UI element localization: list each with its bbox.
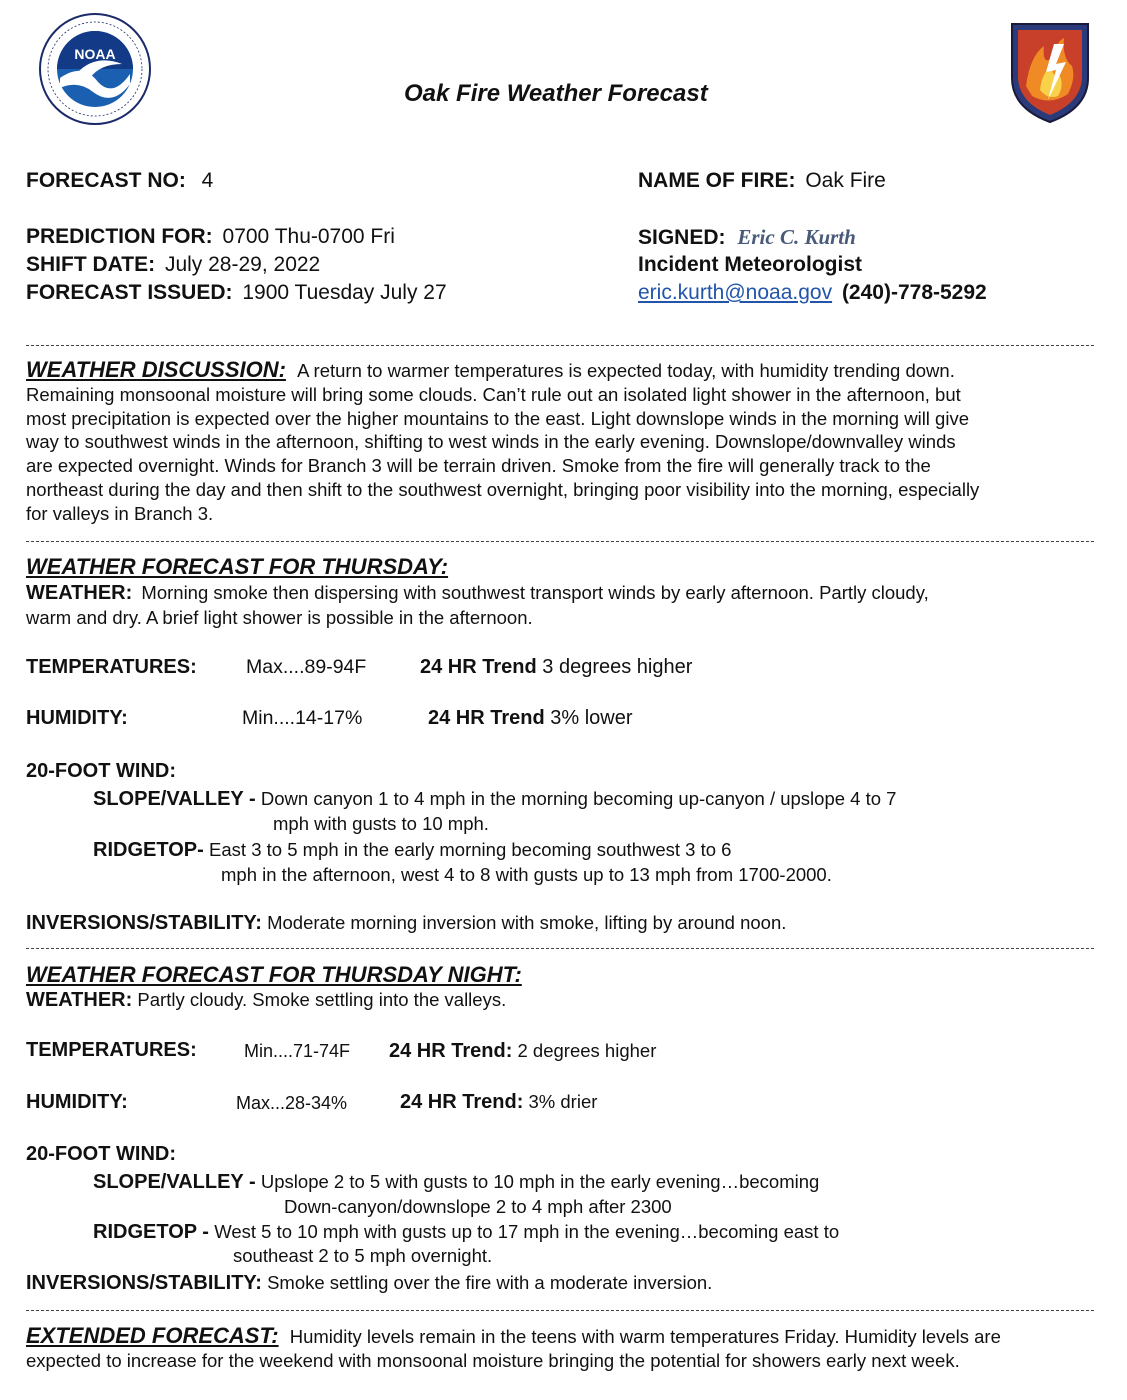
humidity-label: HUMIDITY: xyxy=(26,1091,128,1113)
prediction-for-value: 0700 Thu-0700 Fri xyxy=(222,225,395,248)
name-of-fire-row xyxy=(638,169,886,193)
trend-label: 24 HR Trend xyxy=(420,656,537,678)
trend-label: 24 HR Trend xyxy=(428,707,545,729)
ridgetop-label: RIDGETOP- xyxy=(93,839,204,861)
name-of-fire-value: Oak Fire xyxy=(805,169,886,192)
humidity-trend xyxy=(400,1091,597,1114)
ridgetop-row xyxy=(93,1219,839,1245)
slope-valley-row xyxy=(93,1169,819,1195)
slope-valley-text: Upslope 2 to 5 with gusts to 10 mph in the early evening…becoming xyxy=(260,1171,820,1192)
extended-forecast xyxy=(26,1324,1098,1373)
signed-label: SIGNED: xyxy=(638,226,726,249)
thursday-night-heading: WEATHER FORECAST FOR THURSDAY NIGHT: xyxy=(26,962,522,987)
phone-number: (240)-778-5292 xyxy=(841,281,987,304)
prediction-for-label: PREDICTION FOR: xyxy=(26,225,213,248)
trend-value: 3 degrees higher xyxy=(542,656,693,678)
temperatures-value: Max....89-94F xyxy=(246,656,367,678)
ridgetop-text: southeast 2 to 5 mph overnight. xyxy=(233,1245,493,1266)
contact-row xyxy=(638,281,987,305)
discussion-line: most precipitation is expected over the higher mountains to the east. Light downslope winds in the morning will give xyxy=(26,407,969,429)
shift-date-row xyxy=(26,253,320,277)
noaa-logo xyxy=(38,12,152,126)
forecast-no-label: FORECAST NO: xyxy=(26,169,186,192)
forecast-issued-value: 1900 Tuesday July 27 xyxy=(242,281,447,304)
slope-valley-text: mph with gusts to 10 mph. xyxy=(273,813,489,834)
humidity-value: Max...28-34% xyxy=(236,1093,348,1113)
divider xyxy=(26,948,1094,949)
discussion-line: northeast during the day and then shift to the southwest overnight, bringing poor visibility into the morning, especially xyxy=(26,478,980,500)
trend-label: 24 HR Trend: xyxy=(400,1091,524,1113)
temperatures-value: Min....71-74F xyxy=(244,1041,351,1061)
trend-value: 2 degrees higher xyxy=(517,1040,657,1061)
shift-date-value: July 28-29, 2022 xyxy=(164,253,321,276)
extended-text: expected to increase for the weekend with monsoonal moisture bringing the potential for showers early next week. xyxy=(26,1349,960,1371)
night-weather-row xyxy=(26,989,506,1012)
trend-value: 3% drier xyxy=(528,1091,598,1112)
divider xyxy=(26,1310,1094,1311)
ridgetop-label: RIDGETOP - xyxy=(93,1221,209,1243)
extended-text: Humidity levels remain in the teens with warm temperatures Friday. Humidity levels are xyxy=(289,1326,1001,1347)
noaa-logo-text: NOAA xyxy=(74,46,116,62)
weather-discussion xyxy=(26,358,1098,526)
humidity-label: HUMIDITY: xyxy=(26,707,128,729)
signed-row xyxy=(638,225,856,250)
inversions-text: Smoke settling over the fire with a moderate inversion. xyxy=(267,1272,713,1293)
temperatures-label: TEMPERATURES: xyxy=(26,656,197,678)
discussion-line: Remaining monsoonal moisture will bring some clouds. Can’t rule out an isolated light shower in the afternoon, but xyxy=(26,383,961,405)
forecast-no-row xyxy=(26,169,213,193)
temperature-trend xyxy=(389,1040,656,1063)
fire-weather-emblem-icon xyxy=(1006,16,1094,126)
forecast-no-value: 4 xyxy=(201,169,214,192)
wind-label: 20-FOOT WIND: xyxy=(26,760,176,782)
trend-label: 24 HR Trend: xyxy=(389,1040,513,1062)
ridgetop-text: mph in the afternoon, west 4 to 8 with gusts up to 13 mph from 1700-2000. xyxy=(221,864,832,885)
humidity-value: Min....14-17% xyxy=(242,707,363,729)
weather-text: Partly cloudy. Smoke settling into the valleys. xyxy=(137,989,507,1010)
ridgetop-row xyxy=(93,837,731,863)
prediction-for-row xyxy=(26,225,395,249)
slope-valley-text: Down-canyon/downslope 2 to 4 mph after 2300 xyxy=(284,1196,672,1217)
meteorologist-role: Incident Meteorologist xyxy=(638,253,863,276)
discussion-line: are expected overnight. Winds for Branch 3 will be terrain driven. Smoke from the fire will generally track to the xyxy=(26,455,931,477)
inversions-label: INVERSIONS/STABILITY: xyxy=(26,912,262,934)
slope-valley-row xyxy=(93,786,896,812)
signature: Eric C. Kurth xyxy=(737,225,856,249)
inversions-label: INVERSIONS/STABILITY: xyxy=(26,1272,262,1294)
thursday-heading: WEATHER FORECAST FOR THURSDAY: xyxy=(26,554,449,579)
discussion-line xyxy=(26,358,1098,383)
wind-label: 20-FOOT WIND: xyxy=(26,1143,176,1165)
extended-forecast-label: EXTENDED FORECAST: xyxy=(26,1323,279,1348)
ridgetop-text: West 5 to 10 mph with gusts up to 17 mph in the evening…becoming east to xyxy=(214,1221,840,1242)
temperatures-label: TEMPERATURES: xyxy=(26,1039,197,1061)
inversions-text: Moderate morning inversion with smoke, lifting by around noon. xyxy=(267,912,787,933)
shift-date-label: SHIFT DATE: xyxy=(26,253,156,276)
slope-valley-text: Down canyon 1 to 4 mph in the morning becoming up-canyon / upslope 4 to 7 xyxy=(260,788,897,809)
forecast-issued-row xyxy=(26,281,447,305)
inversions-row xyxy=(26,912,786,935)
temperature-trend xyxy=(420,656,692,679)
page-title: Oak Fire Weather Forecast xyxy=(404,80,708,107)
ridgetop-text: East 3 to 5 mph in the early morning becoming southwest 3 to 6 xyxy=(209,839,732,860)
inversions-row xyxy=(26,1272,712,1295)
humidity-trend xyxy=(428,707,633,730)
email-link[interactable]: eric.kurth@noaa.gov xyxy=(638,281,833,304)
noaa-logo-icon xyxy=(38,12,152,126)
name-of-fire-label: NAME OF FIRE: xyxy=(638,169,796,192)
trend-value: 3% lower xyxy=(550,707,633,729)
divider xyxy=(26,541,1094,542)
thursday-weather xyxy=(26,581,1098,630)
weather-discussion-label: WEATHER DISCUSSION: xyxy=(26,357,286,382)
discussion-line: for valleys in Branch 3. xyxy=(26,502,214,524)
divider xyxy=(26,345,1094,346)
slope-valley-label: SLOPE/VALLEY - xyxy=(93,1171,256,1193)
weather-text: Morning smoke then dispersing with southwest transport winds by early afternoon. Partly cloudy, xyxy=(141,582,929,603)
discussion-line-text: A return to warmer temperatures is expected today, with humidity trending down. xyxy=(297,360,955,381)
slope-valley-label: SLOPE/VALLEY - xyxy=(93,788,256,810)
weather-label: WEATHER: xyxy=(26,582,133,604)
weather-text: warm and dry. A brief light shower is possible in the afternoon. xyxy=(26,606,533,628)
discussion-line: way to southwest winds in the afternoon, shifting to west winds in the early evening. Downslope/downvalley winds xyxy=(26,431,956,453)
forecast-issued-label: FORECAST ISSUED: xyxy=(26,281,233,304)
weather-label: WEATHER: xyxy=(26,989,133,1011)
